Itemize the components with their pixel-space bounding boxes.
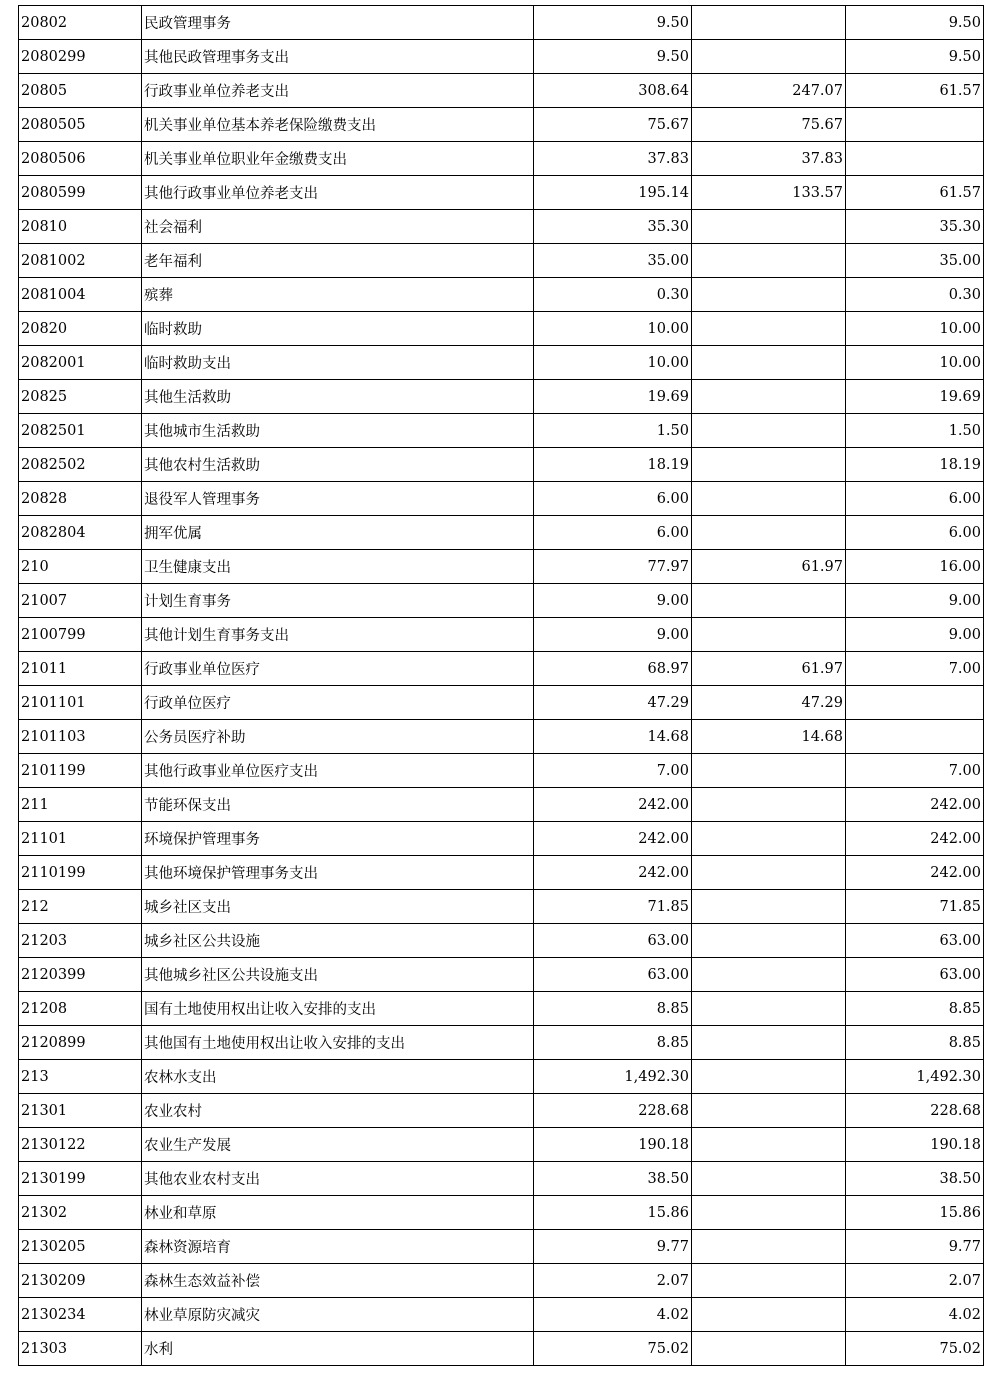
total-amount-cell: 190.18 (534, 1128, 692, 1162)
table-row (19, 1128, 984, 1162)
subject-name-cell: 其他国有土地使用权出让收入安排的支出 (142, 1026, 534, 1060)
total-amount-cell: 0.30 (534, 278, 692, 312)
subject-code-cell: 2080299 (19, 40, 142, 74)
table-row (19, 754, 984, 788)
project-expenditure-cell: 190.18 (846, 1128, 984, 1162)
table-row (19, 108, 984, 142)
basic-expenditure-cell (692, 584, 846, 618)
project-expenditure-cell: 35.00 (846, 244, 984, 278)
project-expenditure-cell: 71.85 (846, 890, 984, 924)
basic-expenditure-cell (692, 1264, 846, 1298)
project-expenditure-cell: 63.00 (846, 958, 984, 992)
subject-name-cell: 其他行政事业单位医疗支出 (142, 754, 534, 788)
subject-code-cell: 2080599 (19, 176, 142, 210)
subject-code-cell: 21007 (19, 584, 142, 618)
project-expenditure-cell: 7.00 (846, 652, 984, 686)
project-expenditure-cell: 38.50 (846, 1162, 984, 1196)
basic-expenditure-cell (692, 1128, 846, 1162)
table-row (19, 584, 984, 618)
subject-code-cell: 21208 (19, 992, 142, 1026)
project-expenditure-cell: 242.00 (846, 788, 984, 822)
subject-name-cell: 城乡社区支出 (142, 890, 534, 924)
subject-code-cell: 212 (19, 890, 142, 924)
subject-code-cell: 20802 (19, 6, 142, 40)
basic-expenditure-cell: 37.83 (692, 142, 846, 176)
subject-name-cell: 森林资源培育 (142, 1230, 534, 1264)
project-expenditure-cell: 61.57 (846, 74, 984, 108)
subject-name-cell: 临时救助支出 (142, 346, 534, 380)
basic-expenditure-cell (692, 380, 846, 414)
total-amount-cell: 63.00 (534, 924, 692, 958)
subject-name-cell: 行政单位医疗 (142, 686, 534, 720)
table-row (19, 652, 984, 686)
project-expenditure-cell: 35.30 (846, 210, 984, 244)
subject-code-cell: 20825 (19, 380, 142, 414)
project-expenditure-cell (846, 720, 984, 754)
table-row (19, 414, 984, 448)
basic-expenditure-cell: 47.29 (692, 686, 846, 720)
table-row (19, 890, 984, 924)
table-row (19, 1196, 984, 1230)
table-row (19, 142, 984, 176)
total-amount-cell: 71.85 (534, 890, 692, 924)
total-amount-cell: 9.50 (534, 40, 692, 74)
table-row (19, 6, 984, 40)
subject-name-cell: 机关事业单位基本养老保险缴费支出 (142, 108, 534, 142)
subject-code-cell: 2081004 (19, 278, 142, 312)
project-expenditure-cell: 9.50 (846, 40, 984, 74)
table-row (19, 346, 984, 380)
basic-expenditure-cell (692, 482, 846, 516)
subject-name-cell: 其他城乡社区公共设施支出 (142, 958, 534, 992)
project-expenditure-cell: 16.00 (846, 550, 984, 584)
table-row (19, 210, 984, 244)
table-row (19, 1264, 984, 1298)
subject-code-cell: 21303 (19, 1332, 142, 1366)
subject-name-cell: 其他计划生育事务支出 (142, 618, 534, 652)
table-row (19, 278, 984, 312)
total-amount-cell: 8.85 (534, 992, 692, 1026)
basic-expenditure-cell (692, 244, 846, 278)
subject-name-cell: 民政管理事务 (142, 6, 534, 40)
subject-name-cell: 农业农村 (142, 1094, 534, 1128)
total-amount-cell: 77.97 (534, 550, 692, 584)
subject-code-cell: 2130205 (19, 1230, 142, 1264)
table-row (19, 550, 984, 584)
subject-code-cell: 2082502 (19, 448, 142, 482)
subject-code-cell: 2101199 (19, 754, 142, 788)
total-amount-cell: 38.50 (534, 1162, 692, 1196)
basic-expenditure-cell (692, 346, 846, 380)
table-row (19, 74, 984, 108)
subject-name-cell: 其他生活救助 (142, 380, 534, 414)
subject-name-cell: 老年福利 (142, 244, 534, 278)
total-amount-cell: 14.68 (534, 720, 692, 754)
project-expenditure-cell (846, 108, 984, 142)
project-expenditure-cell: 242.00 (846, 822, 984, 856)
basic-expenditure-cell (692, 516, 846, 550)
subject-name-cell: 环境保护管理事务 (142, 822, 534, 856)
table-row (19, 516, 984, 550)
table-row (19, 1094, 984, 1128)
project-expenditure-cell: 2.07 (846, 1264, 984, 1298)
subject-code-cell: 2082001 (19, 346, 142, 380)
project-expenditure-cell: 9.00 (846, 618, 984, 652)
subject-code-cell: 2101103 (19, 720, 142, 754)
project-expenditure-cell: 1,492.30 (846, 1060, 984, 1094)
subject-name-cell: 节能环保支出 (142, 788, 534, 822)
total-amount-cell: 35.00 (534, 244, 692, 278)
basic-expenditure-cell (692, 1162, 846, 1196)
expenditure-table-body (19, 6, 984, 1366)
subject-name-cell: 行政事业单位医疗 (142, 652, 534, 686)
basic-expenditure-cell (692, 1230, 846, 1264)
total-amount-cell: 4.02 (534, 1298, 692, 1332)
basic-expenditure-cell (692, 1298, 846, 1332)
basic-expenditure-cell: 75.67 (692, 108, 846, 142)
subject-code-cell: 2081002 (19, 244, 142, 278)
project-expenditure-cell: 10.00 (846, 312, 984, 346)
total-amount-cell: 9.77 (534, 1230, 692, 1264)
subject-name-cell: 其他环境保护管理事务支出 (142, 856, 534, 890)
subject-name-cell: 农业生产发展 (142, 1128, 534, 1162)
project-expenditure-cell: 4.02 (846, 1298, 984, 1332)
basic-expenditure-cell (692, 822, 846, 856)
basic-expenditure-cell (692, 414, 846, 448)
total-amount-cell: 68.97 (534, 652, 692, 686)
total-amount-cell: 8.85 (534, 1026, 692, 1060)
subject-name-cell: 林业草原防灾减灾 (142, 1298, 534, 1332)
project-expenditure-cell: 8.85 (846, 1026, 984, 1060)
subject-name-cell: 其他农村生活救助 (142, 448, 534, 482)
subject-code-cell: 2130122 (19, 1128, 142, 1162)
subject-name-cell: 森林生态效益补偿 (142, 1264, 534, 1298)
project-expenditure-cell (846, 142, 984, 176)
project-expenditure-cell (846, 686, 984, 720)
basic-expenditure-cell (692, 992, 846, 1026)
table-row (19, 992, 984, 1026)
basic-expenditure-cell: 14.68 (692, 720, 846, 754)
subject-code-cell: 2110199 (19, 856, 142, 890)
basic-expenditure-cell (692, 312, 846, 346)
subject-name-cell: 拥军优属 (142, 516, 534, 550)
basic-expenditure-cell: 133.57 (692, 176, 846, 210)
subject-code-cell: 2082804 (19, 516, 142, 550)
subject-code-cell: 21101 (19, 822, 142, 856)
total-amount-cell: 228.68 (534, 1094, 692, 1128)
project-expenditure-cell: 10.00 (846, 346, 984, 380)
project-expenditure-cell: 15.86 (846, 1196, 984, 1230)
basic-expenditure-cell (692, 1094, 846, 1128)
total-amount-cell: 75.02 (534, 1332, 692, 1366)
table-row (19, 1162, 984, 1196)
project-expenditure-cell: 9.50 (846, 6, 984, 40)
subject-name-cell: 行政事业单位养老支出 (142, 74, 534, 108)
total-amount-cell: 75.67 (534, 108, 692, 142)
project-expenditure-cell: 228.68 (846, 1094, 984, 1128)
table-row (19, 176, 984, 210)
table-row (19, 244, 984, 278)
expenditure-table (18, 5, 984, 1366)
basic-expenditure-cell (692, 1332, 846, 1366)
table-row (19, 312, 984, 346)
subject-code-cell: 2080505 (19, 108, 142, 142)
subject-name-cell: 机关事业单位职业年金缴费支出 (142, 142, 534, 176)
subject-name-cell: 社会福利 (142, 210, 534, 244)
subject-name-cell: 其他农业农村支出 (142, 1162, 534, 1196)
project-expenditure-cell: 8.85 (846, 992, 984, 1026)
table-row (19, 40, 984, 74)
total-amount-cell: 47.29 (534, 686, 692, 720)
total-amount-cell: 242.00 (534, 788, 692, 822)
table-row (19, 788, 984, 822)
basic-expenditure-cell (692, 924, 846, 958)
total-amount-cell: 9.00 (534, 618, 692, 652)
table-row (19, 720, 984, 754)
basic-expenditure-cell (692, 958, 846, 992)
subject-name-cell: 其他民政管理事务支出 (142, 40, 534, 74)
project-expenditure-cell: 9.77 (846, 1230, 984, 1264)
subject-code-cell: 210 (19, 550, 142, 584)
subject-name-cell: 临时救助 (142, 312, 534, 346)
table-row (19, 856, 984, 890)
subject-name-cell: 卫生健康支出 (142, 550, 534, 584)
subject-name-cell: 其他城市生活救助 (142, 414, 534, 448)
total-amount-cell: 195.14 (534, 176, 692, 210)
table-row (19, 1332, 984, 1366)
subject-name-cell: 计划生育事务 (142, 584, 534, 618)
basic-expenditure-cell (692, 890, 846, 924)
total-amount-cell: 19.69 (534, 380, 692, 414)
subject-name-cell: 殡葬 (142, 278, 534, 312)
table-row (19, 448, 984, 482)
table-row (19, 924, 984, 958)
total-amount-cell: 18.19 (534, 448, 692, 482)
total-amount-cell: 63.00 (534, 958, 692, 992)
project-expenditure-cell: 242.00 (846, 856, 984, 890)
basic-expenditure-cell (692, 448, 846, 482)
subject-name-cell: 城乡社区公共设施 (142, 924, 534, 958)
total-amount-cell: 9.50 (534, 6, 692, 40)
project-expenditure-cell: 9.00 (846, 584, 984, 618)
total-amount-cell: 242.00 (534, 856, 692, 890)
total-amount-cell: 10.00 (534, 346, 692, 380)
subject-code-cell: 213 (19, 1060, 142, 1094)
subject-name-cell: 林业和草原 (142, 1196, 534, 1230)
table-row (19, 1060, 984, 1094)
basic-expenditure-cell (692, 6, 846, 40)
project-expenditure-cell: 1.50 (846, 414, 984, 448)
subject-code-cell: 21203 (19, 924, 142, 958)
subject-code-cell: 2080506 (19, 142, 142, 176)
subject-name-cell: 公务员医疗补助 (142, 720, 534, 754)
total-amount-cell: 1,492.30 (534, 1060, 692, 1094)
total-amount-cell: 1.50 (534, 414, 692, 448)
subject-code-cell: 2120399 (19, 958, 142, 992)
subject-name-cell: 农林水支出 (142, 1060, 534, 1094)
basic-expenditure-cell (692, 754, 846, 788)
basic-expenditure-cell: 61.97 (692, 550, 846, 584)
total-amount-cell: 2.07 (534, 1264, 692, 1298)
table-row (19, 380, 984, 414)
table-row (19, 1026, 984, 1060)
subject-code-cell: 20805 (19, 74, 142, 108)
basic-expenditure-cell (692, 788, 846, 822)
subject-code-cell: 20810 (19, 210, 142, 244)
subject-code-cell: 2101101 (19, 686, 142, 720)
subject-code-cell: 211 (19, 788, 142, 822)
project-expenditure-cell: 18.19 (846, 448, 984, 482)
subject-code-cell: 2120899 (19, 1026, 142, 1060)
total-amount-cell: 15.86 (534, 1196, 692, 1230)
basic-expenditure-cell (692, 618, 846, 652)
basic-expenditure-cell (692, 210, 846, 244)
table-row (19, 1298, 984, 1332)
subject-code-cell: 21011 (19, 652, 142, 686)
basic-expenditure-cell (692, 1026, 846, 1060)
subject-code-cell: 2100799 (19, 618, 142, 652)
total-amount-cell: 10.00 (534, 312, 692, 346)
project-expenditure-cell: 0.30 (846, 278, 984, 312)
basic-expenditure-cell (692, 856, 846, 890)
table-row (19, 618, 984, 652)
total-amount-cell: 308.64 (534, 74, 692, 108)
subject-name-cell: 水利 (142, 1332, 534, 1366)
basic-expenditure-cell: 61.97 (692, 652, 846, 686)
table-row (19, 1230, 984, 1264)
basic-expenditure-cell (692, 1196, 846, 1230)
subject-code-cell: 2130199 (19, 1162, 142, 1196)
project-expenditure-cell: 6.00 (846, 482, 984, 516)
subject-code-cell: 21302 (19, 1196, 142, 1230)
subject-code-cell: 2130234 (19, 1298, 142, 1332)
project-expenditure-cell: 19.69 (846, 380, 984, 414)
subject-name-cell: 其他行政事业单位养老支出 (142, 176, 534, 210)
total-amount-cell: 7.00 (534, 754, 692, 788)
table-row (19, 686, 984, 720)
total-amount-cell: 6.00 (534, 516, 692, 550)
project-expenditure-cell: 61.57 (846, 176, 984, 210)
project-expenditure-cell: 63.00 (846, 924, 984, 958)
subject-name-cell: 国有土地使用权出让收入安排的支出 (142, 992, 534, 1026)
table-row (19, 482, 984, 516)
table-row (19, 958, 984, 992)
total-amount-cell: 6.00 (534, 482, 692, 516)
basic-expenditure-cell (692, 1060, 846, 1094)
total-amount-cell: 37.83 (534, 142, 692, 176)
subject-code-cell: 20820 (19, 312, 142, 346)
total-amount-cell: 242.00 (534, 822, 692, 856)
basic-expenditure-cell: 247.07 (692, 74, 846, 108)
basic-expenditure-cell (692, 40, 846, 74)
subject-code-cell: 2082501 (19, 414, 142, 448)
project-expenditure-cell: 75.02 (846, 1332, 984, 1366)
table-row (19, 822, 984, 856)
subject-code-cell: 2130209 (19, 1264, 142, 1298)
project-expenditure-cell: 6.00 (846, 516, 984, 550)
basic-expenditure-cell (692, 278, 846, 312)
subject-code-cell: 21301 (19, 1094, 142, 1128)
total-amount-cell: 35.30 (534, 210, 692, 244)
subject-code-cell: 20828 (19, 482, 142, 516)
project-expenditure-cell: 7.00 (846, 754, 984, 788)
subject-name-cell: 退役军人管理事务 (142, 482, 534, 516)
total-amount-cell: 9.00 (534, 584, 692, 618)
